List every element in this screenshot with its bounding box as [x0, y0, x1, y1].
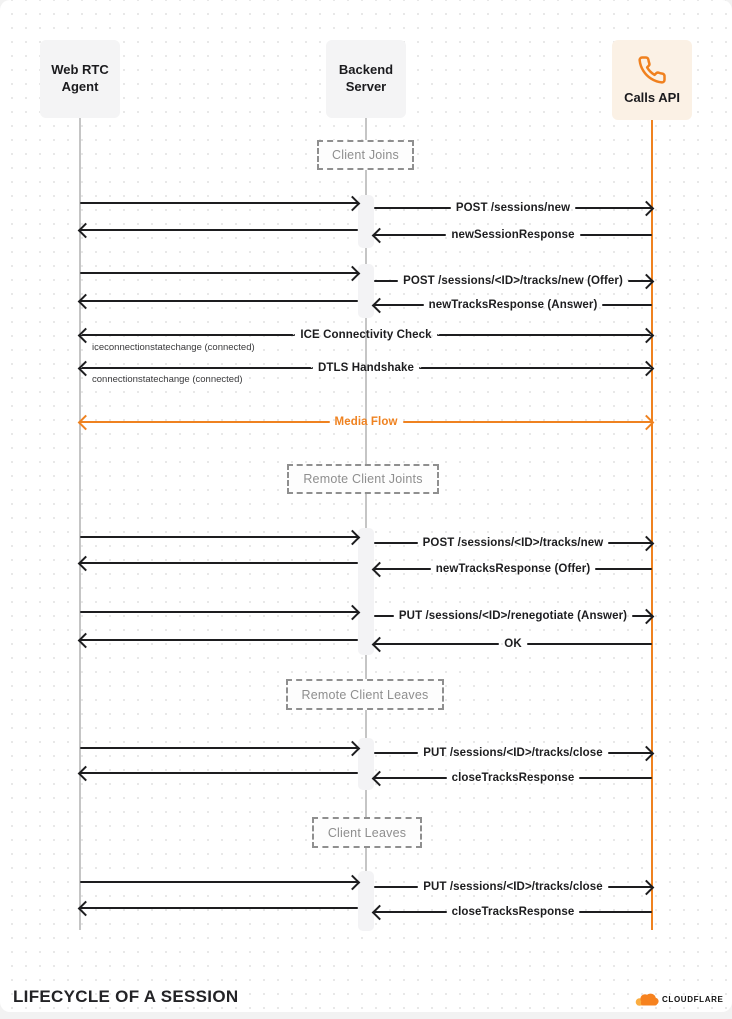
phase-client-joins-label: Client Joins — [331, 148, 399, 162]
phase-remote-client-joins-label: Remote Client Joints — [303, 472, 423, 486]
message-line — [374, 752, 418, 754]
message-label: PUT /sessions/<ID>/tracks/close — [423, 747, 603, 759]
message-line — [80, 272, 358, 274]
arrow-webrtc-to-backend — [80, 528, 358, 546]
arrowhead-left-icon — [78, 900, 94, 916]
arrow-calls-to-backend — [374, 296, 652, 314]
message-line — [403, 421, 653, 423]
activation-bar — [358, 264, 374, 318]
arrowhead-left-icon — [78, 765, 94, 781]
arrowhead-left-icon — [372, 561, 388, 577]
arrow-webrtc-to-backend — [80, 739, 358, 757]
arrowhead-right-icon — [345, 529, 361, 545]
arrowhead-left-icon — [372, 227, 388, 243]
arrowhead-right-icon — [639, 360, 655, 376]
message-label: PUT /sessions/<ID>/renegotiate (Answer) — [398, 610, 628, 622]
actor-calls-api-label: Calls API — [624, 90, 680, 106]
message-line — [527, 643, 652, 645]
event-iceconnectionstatechange: iceconnectionstatechange (connected) — [92, 342, 255, 353]
arrowhead-right-icon — [639, 745, 655, 761]
arrowhead-right-icon — [345, 265, 361, 281]
message-line — [80, 772, 358, 774]
message-line — [595, 568, 652, 570]
arrow-webrtc-to-backend — [80, 194, 358, 212]
phase-client-joins — [317, 140, 414, 170]
message-line — [80, 907, 358, 909]
message-label: PUT /sessions/<ID>/tracks/close — [423, 881, 603, 893]
message-label: newTracksResponse (Offer) — [435, 563, 591, 575]
arrow-webrtc-to-backend — [80, 603, 358, 621]
message-line-dashed — [80, 334, 295, 336]
message-label: newSessionResponse — [451, 229, 575, 241]
phase-client-leaves-label: Client Leaves — [327, 825, 407, 840]
arrowhead-right-icon — [639, 200, 655, 216]
cloudflare-logo — [633, 992, 724, 1006]
message-label: newTracksResponse (Answer) — [428, 299, 598, 311]
phase-remote-client-leaves — [286, 679, 444, 710]
arrow-backend-to-webrtc — [80, 764, 358, 782]
message-label: POST /sessions/<ID>/tracks/new — [422, 537, 604, 549]
message-line-dashed — [80, 367, 313, 369]
message-line — [80, 229, 358, 231]
message-label: POST /sessions/<ID>/tracks/new (Offer) — [403, 275, 623, 287]
message-line-dashed — [419, 367, 652, 369]
arrowhead-left-icon — [372, 770, 388, 786]
arrow-webrtc-to-backend — [80, 264, 358, 282]
message-line — [580, 234, 652, 236]
arrowhead-right-icon — [639, 608, 655, 624]
arrowhead-right-icon — [345, 740, 361, 756]
arrowhead-left-icon — [372, 636, 388, 652]
message-line-dashed — [437, 334, 652, 336]
arrow-calls-to-backend — [374, 226, 652, 244]
actor-calls-api — [612, 40, 692, 120]
page-title: LIFECYCLE OF A SESSION — [13, 987, 239, 1006]
arrow-backend-to-calls — [374, 878, 652, 896]
message-line — [374, 886, 418, 888]
arrow-backend-to-webrtc — [80, 292, 358, 310]
arrow-calls-to-backend — [374, 903, 652, 921]
phase-remote-client-joins — [287, 464, 439, 494]
arrow-media-flow — [80, 413, 652, 431]
message-label: DTLS Handshake — [318, 362, 414, 374]
arrow-webrtc-to-backend — [80, 873, 358, 891]
activation-bar — [358, 871, 374, 931]
cloudflare-cloud-icon — [633, 992, 659, 1006]
phase-client-leaves — [312, 817, 422, 848]
message-line — [80, 421, 330, 423]
actor-backend-server — [326, 40, 406, 118]
arrowhead-right-icon — [639, 414, 655, 430]
message-label: closeTracksResponse — [451, 772, 575, 784]
arrowhead-right-icon — [639, 327, 655, 343]
arrowhead-left-icon — [78, 360, 94, 376]
arrow-backend-to-webrtc — [80, 631, 358, 649]
arrow-calls-to-backend — [374, 635, 652, 653]
message-line — [80, 611, 358, 613]
arrow-backend-to-calls — [374, 534, 652, 552]
arrow-calls-to-backend — [374, 769, 652, 787]
message-line — [374, 643, 499, 645]
actor-webrtc-agent — [40, 40, 120, 118]
message-line — [80, 747, 358, 749]
arrow-backend-to-webrtc — [80, 554, 358, 572]
message-line — [579, 777, 652, 779]
arrowhead-right-icon — [639, 535, 655, 551]
arrow-backend-to-webrtc — [80, 899, 358, 917]
phase-remote-client-leaves-label: Remote Client Leaves — [301, 687, 429, 702]
message-line — [374, 207, 451, 209]
message-line — [374, 280, 398, 282]
arrowhead-left-icon — [78, 632, 94, 648]
actor-webrtc-agent-label: Web RTC Agent — [51, 62, 109, 94]
message-line — [80, 639, 358, 641]
message-line — [80, 202, 358, 204]
message-label: OK — [504, 638, 522, 650]
message-label: POST /sessions/new — [455, 202, 571, 214]
arrowhead-left-icon — [78, 327, 94, 343]
arrowhead-left-icon — [78, 555, 94, 571]
message-line — [80, 881, 358, 883]
message-line — [80, 562, 358, 564]
arrow-backend-to-calls — [374, 272, 652, 290]
arrow-backend-to-webrtc — [80, 221, 358, 239]
arrowhead-right-icon — [639, 879, 655, 895]
message-line — [374, 615, 394, 617]
arrowhead-right-icon — [639, 273, 655, 289]
message-line — [579, 911, 652, 913]
message-line — [80, 536, 358, 538]
activation-bar — [358, 528, 374, 655]
arrow-backend-to-calls — [374, 607, 652, 625]
arrowhead-left-icon — [78, 414, 94, 430]
lifeline-webrtc-agent — [79, 118, 81, 930]
message-line — [80, 300, 358, 302]
message-label: closeTracksResponse — [451, 906, 575, 918]
arrowhead-right-icon — [345, 604, 361, 620]
arrow-backend-to-calls — [374, 744, 652, 762]
arrow-calls-to-backend — [374, 560, 652, 578]
arrow-backend-to-calls — [374, 199, 652, 217]
actor-backend-server-label: Backend Server — [338, 62, 394, 94]
activation-bar — [358, 738, 374, 790]
arrowhead-left-icon — [372, 297, 388, 313]
arrowhead-right-icon — [345, 874, 361, 890]
phone-icon — [637, 55, 667, 85]
arrowhead-left-icon — [372, 904, 388, 920]
arrowhead-left-icon — [78, 222, 94, 238]
message-line — [374, 542, 418, 544]
arrowhead-left-icon — [78, 293, 94, 309]
event-connectionstatechange: connectionstatechange (connected) — [92, 374, 243, 385]
arrowhead-right-icon — [345, 195, 361, 211]
message-line — [602, 304, 652, 306]
message-label: ICE Connectivity Check — [300, 329, 432, 341]
message-label: Media Flow — [334, 416, 398, 428]
cloudflare-wordmark: CLOUDFLARE — [662, 994, 724, 1004]
